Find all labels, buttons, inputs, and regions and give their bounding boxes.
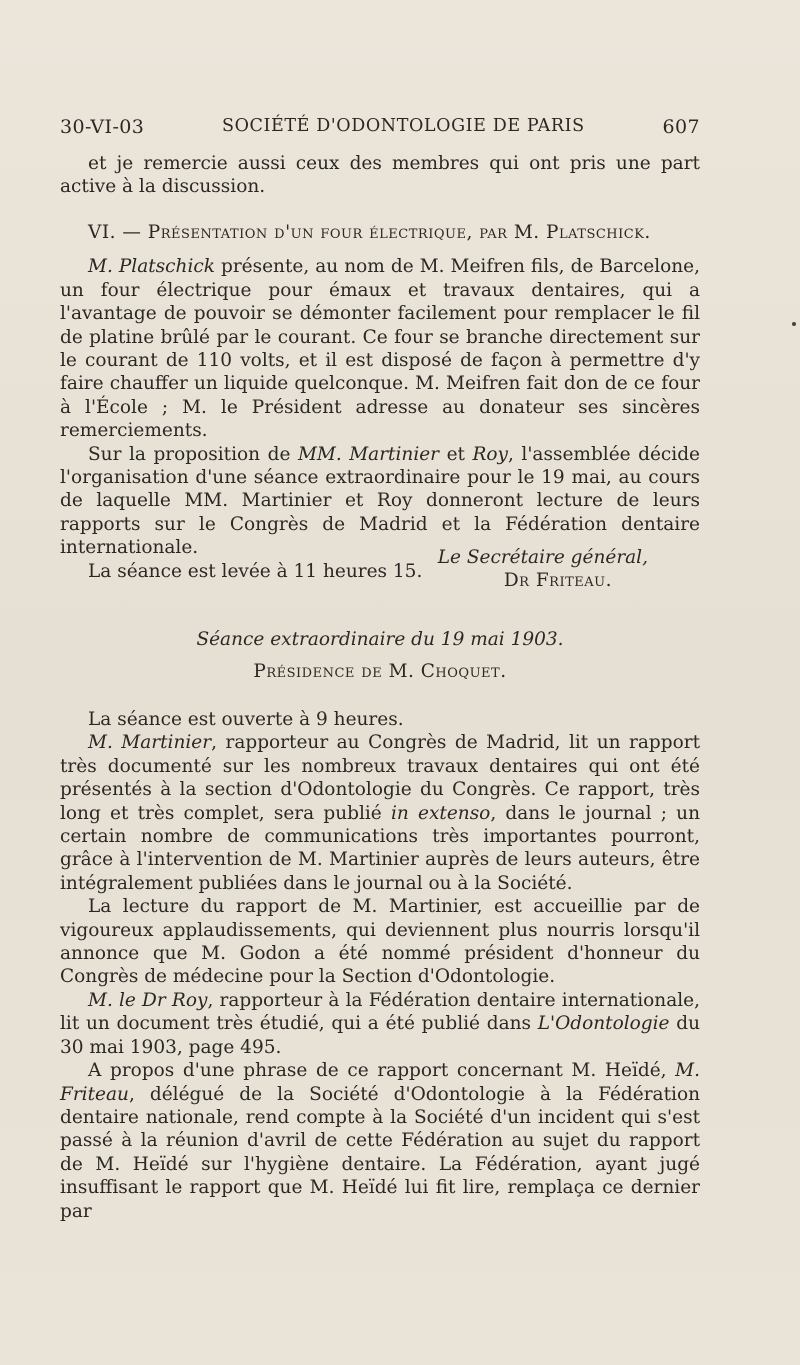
header-date: 30-VI-03 (60, 116, 145, 138)
session-title: Séance extraordinaire du 19 mai 1903. (196, 629, 564, 650)
session-paragraph-1: La séance est ouverte à 9 heures. (88, 709, 404, 730)
section-vi-paragraph-2: Sur la proposition de MM. Martinier et Roy, l'assemblée décide l'organisation d'une séance extraordinaire pour le 19 mai, au cours de laquelle MM. Martinier et Roy donneront lecture de leurs rapports sur le Congrès de Madrid et la Fédération dentaire internationale. (60, 443, 700, 559)
running-header (60, 116, 700, 138)
session-paragraph-5: A propos d'une phrase de ce rapport concernant M. Heïdé, M. Friteau, délégué de la Société d'Odontologie à la Fédération dentaire nationale, rend compte à la Société d'un incident qui s'est passé à la réunion d'avril de cette Fédération au sujet du rapport de M. Heïdé sur l'hygiène dentaire. La Fédération, ayant jugé insuffisant le rapport que M. Heïdé lui fit lire, remplaça ce dernier par (60, 1060, 700, 1222)
signature-name: Dr Friteau. (503, 570, 612, 592)
section-vi-paragraph-1: M. Platschick présente, au nom de M. Meifren fils, de Barcelone, un four électrique pour émaux et travaux dentaires, qui a l'avantage de pouvoir se démonter facilement pour remplacer le fil de platine brûlé par le courant. Ce four se branche directement sur le courant de 110 volts, et il est disposé de façon à permettre d'y faire chauffer un liquide quelconque. M. Meifren fait don de ce four à l'École ; M. le Président adresse au donateur ses sincères remerciements. (60, 256, 700, 442)
session-title-block (60, 628, 700, 684)
session-paragraph-4: M. le Dr Roy, rapporteur à la Fédération dentaire internationale, lit un document très étudié, qui a été publié dans L'Odontologie du 30 mai 1903, page 495. (60, 989, 700, 1058)
session-paragraph-2: M. Martinier, rapporteur au Congrès de Madrid, lit un rapport très documenté sur les nombreux travaux dentaires qui ont été présentés à la section d'Odontologie du Congrès. Ce rapport, très long et très complet, sera publié in extenso, dans le journal ; un certain nombre de communications très importantes pourront, grâce à l'intervention de M. Martinier auprès de leurs auteurs, être intégralement publiées dans le journal ou à la Société. (60, 732, 701, 894)
signature-role: Le Secrétaire général, (437, 547, 648, 568)
section-vi (60, 221, 700, 583)
header-page-number: 607 (662, 116, 700, 138)
header-title: SOCIÉTÉ D'ODONTOLOGIE DE PARIS (222, 116, 585, 136)
session-body (60, 708, 700, 1223)
session-presidence: Présidence de M. Choquet. (253, 661, 507, 683)
margin-speck (792, 322, 796, 326)
section-vi-paragraph-3: La séance est levée à 11 heures 15. (88, 560, 423, 582)
intro-paragraph: et je remercie aussi ceux des membres qui ont pris une part active à la discussion. (60, 153, 700, 198)
signature (60, 546, 700, 593)
session-paragraph-3: La lecture du rapport de M. Martinier, est accueillie par de vigoureux applaudissements, qui deviennent plus nourris lorsqu'il annonce que M. Godon a été nommé président d'honneur du Congrès de médecine pour la Section d'Odontologie. (60, 896, 700, 988)
section-vi-heading: VI. — Présentation d'un four électrique, par M. Platschick. (88, 222, 651, 243)
